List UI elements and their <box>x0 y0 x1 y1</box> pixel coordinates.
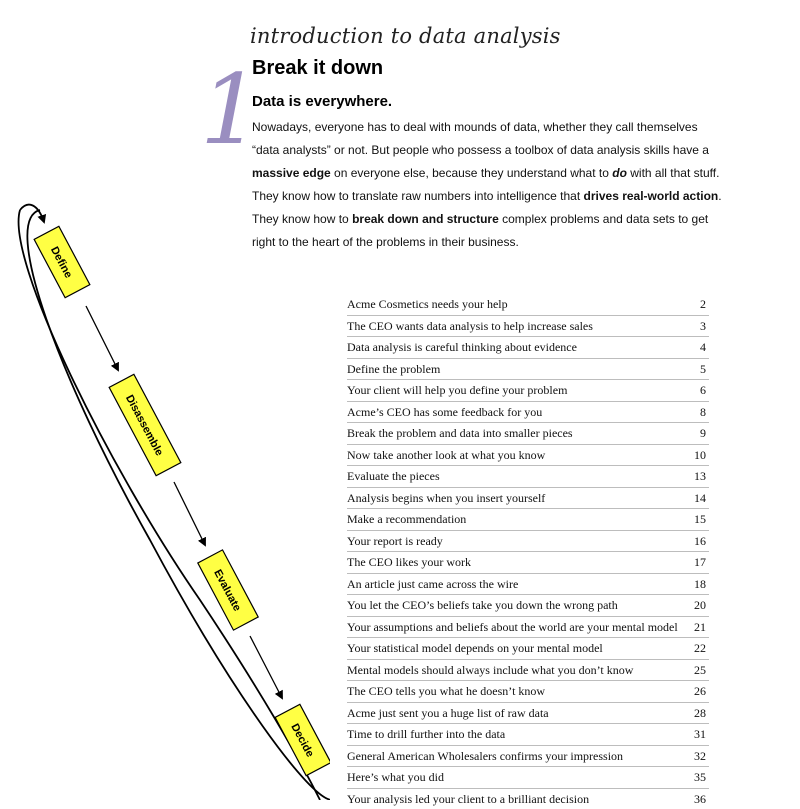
toc-entry-title: Acme’s CEO has some feedback for you <box>347 402 542 423</box>
intro-segment: . They know how to <box>252 189 722 226</box>
toc-entry-page: 31 <box>694 724 706 745</box>
toc-entry-page: 36 <box>694 789 706 809</box>
toc-entry-title: Data analysis is careful thinking about evidence <box>347 337 577 358</box>
toc-entry-page: 4 <box>700 337 706 358</box>
toc-entry[interactable] <box>347 465 709 487</box>
toc-entry-page: 16 <box>694 531 706 552</box>
toc-entry[interactable] <box>347 444 709 466</box>
flow-arrow-define-disassemble <box>86 306 118 370</box>
toc-entry-page: 28 <box>694 703 706 724</box>
intro-heading: Data is everywhere. <box>252 93 392 110</box>
toc-entry[interactable] <box>347 336 709 358</box>
toc-entry-title: The CEO wants data analysis to help increase sales <box>347 316 593 337</box>
chapter-kicker: introduction to data analysis <box>250 24 561 48</box>
flow-arrow-disassemble-evaluate <box>174 482 205 545</box>
toc-entry-page: 13 <box>694 466 706 487</box>
process-diagram <box>0 0 330 800</box>
toc-entry[interactable] <box>347 401 709 423</box>
intro-segment: massive edge <box>252 166 331 180</box>
step-decide-label: Decide <box>288 722 316 759</box>
toc-entry-page: 9 <box>700 423 706 444</box>
toc-entry-title: Your statistical model depends on your mental model <box>347 638 603 659</box>
toc-entry-title: General American Wholesalers confirms your impression <box>347 746 623 767</box>
chapter-number: 1 <box>200 62 261 158</box>
toc-entry[interactable] <box>347 766 709 788</box>
intro-segment: with all that stuff. They know how to translate raw numbers into intelligence that <box>252 166 719 203</box>
table-of-contents <box>347 294 709 809</box>
toc-entry-title: The CEO tells you what he doesn’t know <box>347 681 545 702</box>
toc-entry[interactable] <box>347 702 709 724</box>
toc-entry-page: 22 <box>694 638 706 659</box>
toc-entry-page: 17 <box>694 552 706 573</box>
toc-entry-page: 32 <box>694 746 706 767</box>
toc-entry-title: Time to drill further into the data <box>347 724 505 745</box>
toc-entry-title: Now take another look at what you know <box>347 445 545 466</box>
toc-entry-title: Here’s what you did <box>347 767 444 788</box>
toc-entry-page: 20 <box>694 595 706 616</box>
cycle-loop-outer <box>19 210 320 800</box>
toc-entry[interactable] <box>347 680 709 702</box>
toc-entry-page: 21 <box>694 617 706 638</box>
toc-entry-page: 8 <box>700 402 706 423</box>
toc-entry-page: 10 <box>694 445 706 466</box>
toc-entry[interactable] <box>347 637 709 659</box>
toc-entry[interactable] <box>347 788 709 809</box>
toc-entry-title: You let the CEO’s beliefs take you down the wrong path <box>347 595 618 616</box>
toc-entry[interactable] <box>347 315 709 337</box>
toc-entry[interactable] <box>347 745 709 767</box>
toc-entry-title: An article just came across the wire <box>347 574 518 595</box>
toc-entry-title: Acme just sent you a huge list of raw data <box>347 703 549 724</box>
intro-segment: complex problems and data sets to get right to the heart of the problems in their business. <box>252 212 708 249</box>
toc-entry[interactable] <box>347 573 709 595</box>
toc-entry[interactable] <box>347 508 709 530</box>
toc-entry-title: Define the problem <box>347 359 440 380</box>
toc-entry-title: Break the problem and data into smaller pieces <box>347 423 573 444</box>
toc-entry-page: 5 <box>700 359 706 380</box>
step-define <box>34 226 90 297</box>
toc-entry-page: 18 <box>694 574 706 595</box>
toc-entry-title: Make a recommendation <box>347 509 466 530</box>
toc-entry[interactable] <box>347 379 709 401</box>
toc-entry[interactable] <box>347 723 709 745</box>
step-disassemble <box>109 374 181 475</box>
toc-entry-page: 25 <box>694 660 706 681</box>
toc-entry[interactable] <box>347 530 709 552</box>
toc-entry-page: 14 <box>694 488 706 509</box>
toc-entry[interactable] <box>347 358 709 380</box>
intro-segment: Nowadays, everyone has to deal with mounds of data, whether they call themselves “data analysts” or not. But people who possess a toolbox of data analysis skills have a <box>252 120 709 157</box>
step-evaluate <box>198 550 258 630</box>
cycle-loop <box>27 210 330 800</box>
toc-entry[interactable] <box>347 659 709 681</box>
intro-segment: do <box>612 166 627 180</box>
flow-arrow-evaluate-decide <box>250 636 282 698</box>
toc-entry-title: Your report is ready <box>347 531 443 552</box>
toc-entry-title: Analysis begins when you insert yourself <box>347 488 545 509</box>
toc-entry[interactable] <box>347 294 709 315</box>
toc-entry-page: 26 <box>694 681 706 702</box>
toc-entry[interactable] <box>347 551 709 573</box>
toc-entry-page: 2 <box>700 294 706 315</box>
toc-entry[interactable] <box>347 594 709 616</box>
toc-entry-title: Your client will help you define your problem <box>347 380 567 401</box>
intro-segment: on everyone else, because they understand what to <box>331 166 613 180</box>
toc-entry[interactable] <box>347 422 709 444</box>
toc-entry[interactable] <box>347 487 709 509</box>
intro-segment: break down and structure <box>352 212 499 226</box>
toc-entry-title: Mental models should always include what you don’t know <box>347 660 633 681</box>
cycle-loop-return <box>20 205 44 222</box>
toc-entry-title: Your analysis led your client to a brilliant decision <box>347 789 589 809</box>
toc-entry-title: Acme Cosmetics needs your help <box>347 294 508 315</box>
intro-segment: drives real-world action <box>584 189 719 203</box>
toc-entry-page: 15 <box>694 509 706 530</box>
step-decide <box>275 704 330 775</box>
step-evaluate-label: Evaluate <box>211 568 243 614</box>
toc-entry-title: The CEO likes your work <box>347 552 471 573</box>
toc-entry-page: 3 <box>700 316 706 337</box>
toc-entry-title: Your assumptions and beliefs about the world are your mental model <box>347 617 678 638</box>
step-disassemble-label: Disassemble <box>123 393 165 458</box>
step-define-label: Define <box>48 245 74 280</box>
toc-entry-page: 35 <box>694 767 706 788</box>
toc-entry-title: Evaluate the pieces <box>347 466 440 487</box>
chapter-title: Break it down <box>252 57 383 80</box>
toc-entry-page: 6 <box>700 380 706 401</box>
toc-entry[interactable] <box>347 616 709 638</box>
